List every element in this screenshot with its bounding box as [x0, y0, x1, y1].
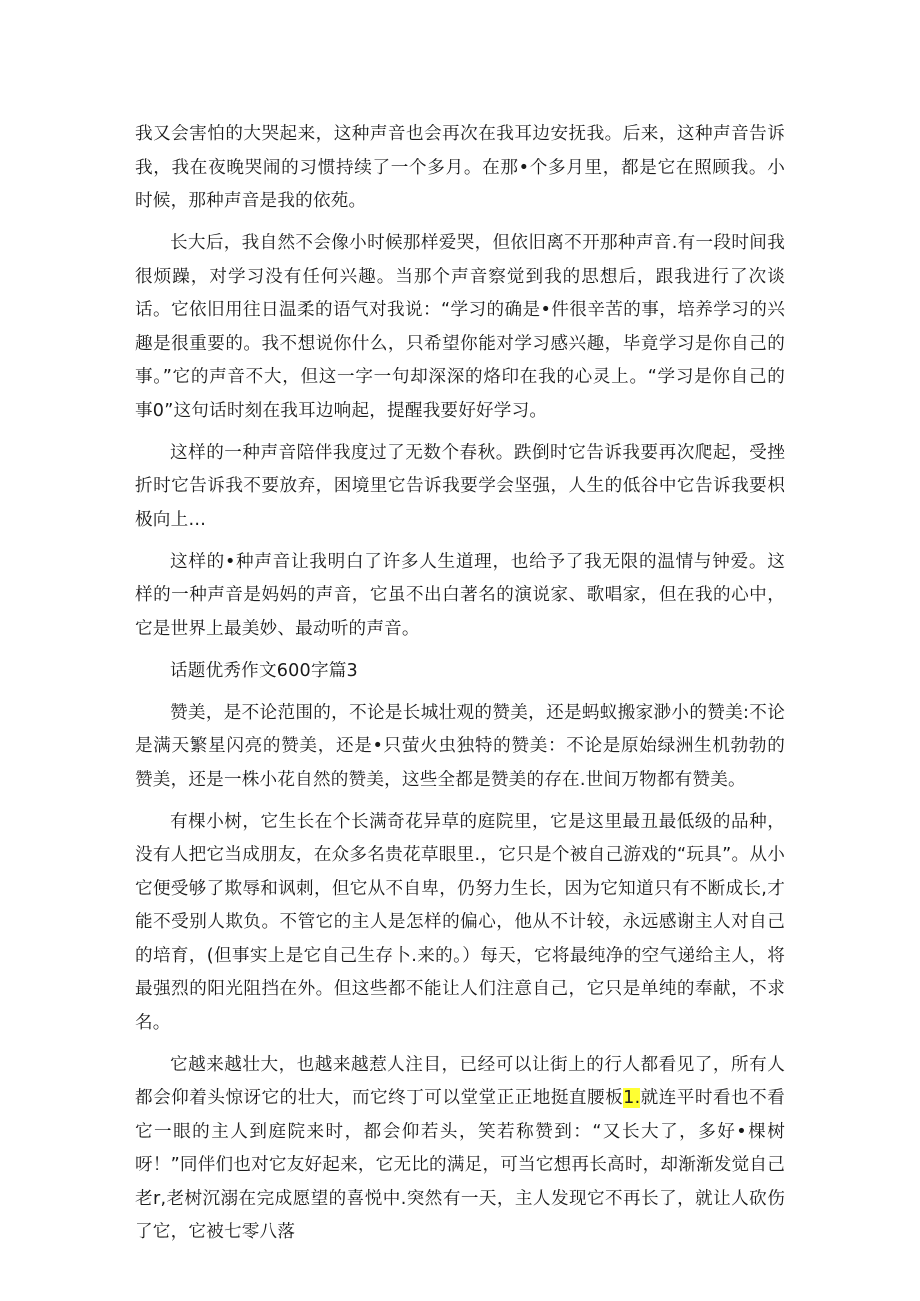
section-heading: 话题优秀作文600字篇3	[170, 660, 358, 681]
paragraph-6: 有棵小树，它生长在个长满奇花异草的庭院里，它是这里最丑最低级的品种，没有人把它当成朋友，在众多名贵花草眼里.，它只是个被自己游戏的“玩具”。从小它便受够了欺辱和讽刺，但它从不自卑，仍努力生长，因为它知道只有不断成长,才能不受别人欺负。不管它的主人是怎样的偏心，他从不计较，永远感谢主人对自己的培育，(但事实上是它自己生存卜.来的。）每天，它将最纯净的空气递给主人，将最强烈的阳光阻挡在外。但这些都不能让人们注意自己，它只是单纯的奉献，不求名。	[135, 811, 785, 1033]
paragraph-7-before: 它越来越壮大，也越来越惹人注目，已经可以让街上的行人都看见了，所有人都会仰着头惊讶它的壮大，而它终丁可以堂堂正正地挺直腰板	[135, 1054, 785, 1108]
paragraph-7-after: 就连平时看也不看它一眼的主人到庭院来时，都会仰若头，笑若称赞到：“又长大了，多好•棵树呀！”同伴们也对它友好起来，它无比的满足，可当它想再长高时，却渐渐发觉自己老r,老树沉溺在完成愿望的喜悦中.突然有一天，主人发现它不再长了，就让人砍伤了它，它被七零八落	[135, 1088, 785, 1242]
paragraph-5: 赞美，是不论范围的，不论是长城壮观的赞美，还是蚂蚁搬家渺小的赞美:不论是满天繁星闪亮的赞美，还是•只萤火虫独特的赞美：不论是原始绿洲生机勃勃的赞美，还是一株小花自然的赞美，这些全都是赞美的存在.世间万物都有赞美。	[135, 702, 785, 790]
paragraph-2: 长大后，我自然不会像小时候那样爱哭，但依旧离不开那种声音.有一段时间我很烦躁，对学习没有任何兴趣。当那个声音察觉到我的思想后，跟我进行了次谈话。它依旧用往日温柔的语气对我说：“学习的确是•件很辛苦的事，培养学习的兴趣是很重要的。我不想说你什么，只希望你能对学习感兴趣，毕竟学习是你自己的事。”它的声音不大，但这一字一句却深深的烙印在我的心灵上。“学习是你自己的事0”这句话时刻在我耳边响起，提醒我要好好学习。	[135, 233, 785, 421]
document-body	[135, 118, 785, 1258]
paragraph-4: 这样的•种声音让我明白了许多人生道理，也给予了我无限的温情与钟爱。这样的一种声音是妈妈的声音，它虽不出白著名的演说家、歌唱家，但在我的心中，它是世界上最美妙、最动听的声音。	[135, 551, 785, 639]
paragraph-1: 我又会害怕的大哭起来，这种声音也会再次在我耳边安抚我。后来，这种声音告诉我，我在夜晚哭闹的习惯持续了一个多月。在那•个多月里，都是它在照顾我。小时候，那种声音是我的依苑。	[135, 124, 785, 211]
paragraph-7	[135, 1049, 785, 1250]
highlighted-marker: 1.	[623, 1088, 641, 1108]
paragraph-3: 这样的一种声音陪伴我度过了无数个春秋。跌倒时它告诉我要再次爬起，受挫折时它告诉我不要放弃，困境里它告诉我要学会坚强，人生的低谷中它告诉我要枳极向上…	[135, 442, 785, 530]
